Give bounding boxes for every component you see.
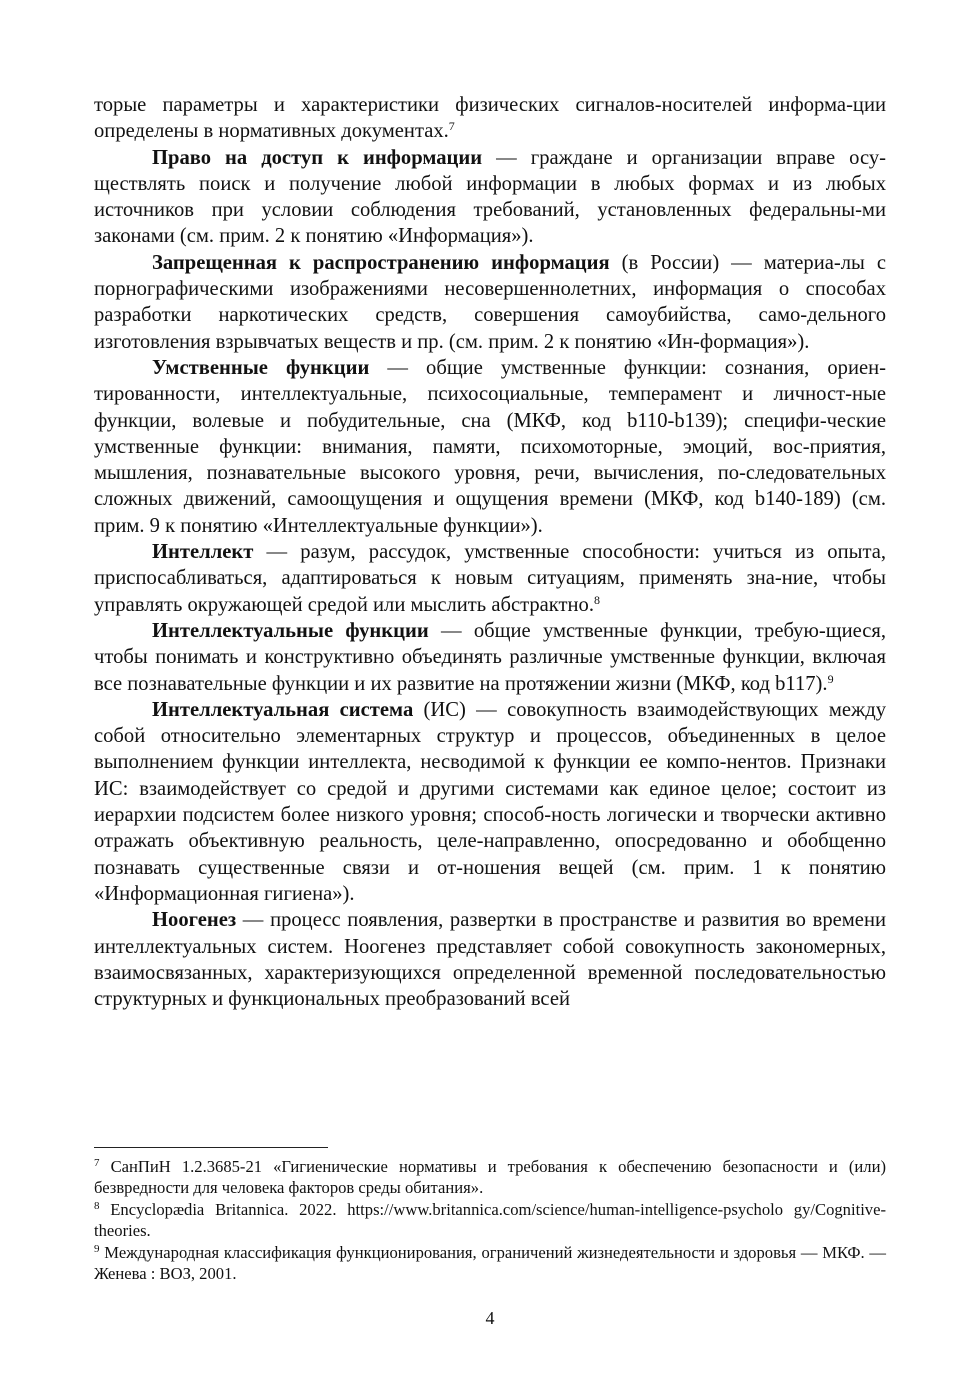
page-body bbox=[94, 92, 886, 1012]
entry-definition: (в России) — материа-лы с порнографическими изображениями несовершеннолетних, информация о способах разработки наркотических средств, совершения самоубийства, само-дельного изготовления взрывчатых веществ и пр. (см. прим. 2 к понятию «Ин-формация»). bbox=[94, 251, 887, 353]
entry-term: Право на доступ к информации bbox=[152, 146, 483, 169]
entry-term: Интеллектуальная система bbox=[152, 698, 414, 721]
entry-intellectual-functions bbox=[94, 618, 886, 697]
footnote-number: 9 bbox=[94, 1242, 100, 1255]
page-number: 4 bbox=[485, 1308, 495, 1328]
footnote-number: 8 bbox=[94, 1199, 100, 1212]
footnote-7 bbox=[94, 1156, 886, 1199]
entry-term: Умственные функции bbox=[152, 356, 370, 379]
entry-definition: — общие умственные функции, требую-щиеся, чтобы понимать и конструктивно объединять различные умственные функции, включая все познавательные функции и их развитие на протяжении жизни (МКФ, код b117). bbox=[94, 619, 887, 695]
footnote-number: 7 bbox=[94, 1157, 100, 1169]
entry-definition: — разум, рассудок, умственные способности: учиться из опыта, приспосабливаться, адаптироваться к новым ситуациям, применять зна-ние, чтобы управлять окружающей средой или мыслить абстрактно. bbox=[94, 541, 886, 616]
entry-definition: — общие умственные функции: сознания, ориен-тированности, интеллектуальные, психосоциальные, темперамент и личност-ные функции, волевые и побудительные, сна (МКФ, код b110-b139); специфи-ческие умственные функции: внимания, памяти, психомоторные, эмоций, вос-приятия, мышления, познавательные высокого уровня, речи, вычисления, по-следовательных сложных движений, самоощущения и ощущения времени (МКФ, код b140-189) (см. прим. 9 к понятию «Интеллектуальные функции»). bbox=[94, 356, 886, 537]
entry-term: Ноогенез bbox=[152, 909, 237, 932]
entry-term: Интеллект bbox=[152, 541, 254, 564]
entry-access-right bbox=[94, 145, 886, 250]
entry-intellectual-system bbox=[94, 697, 886, 907]
entry-term: Запрещенная к распространению информация bbox=[152, 251, 610, 274]
entry-mental-functions bbox=[94, 355, 886, 539]
footnote-ref-9[interactable]: 9 bbox=[827, 671, 834, 686]
footnote-text: Международная классификация функционирования, ограничений жизнедеятельности и здоровья — МКФ. — Женева : ВОЗ, 2001. bbox=[94, 1242, 886, 1284]
footnote-text: СанПиН 1.2.3685-21 «Гигиенические нормативы и требования к обеспечению безопасности и (или) безвредности для человека факторов среды обитания». bbox=[94, 1157, 886, 1198]
footnote-divider bbox=[94, 1147, 328, 1148]
entry-definition: — граждане и организации вправе осу-ществлять поиск и получение любой информации в любых формах и из любых источников при условии соблюдения требований, установленных федеральны-ми законами (см. прим. 2 к понятию «Информация»). bbox=[94, 146, 887, 248]
entry-noogenesis bbox=[94, 907, 886, 1012]
footnotes-section bbox=[94, 1147, 886, 1284]
entry-prohibited-info bbox=[94, 250, 886, 355]
entry-definition: — процесс появления, развертки в пространстве и развития во времени интеллектуальных систем. Ноогенез представляет собой совокупность закономерных, взаимосвязанных, характеризующихся определенной временной последовательностью структурных и функциональных преобразований всей bbox=[94, 909, 886, 1011]
footnote-9 bbox=[94, 1242, 886, 1285]
entry-intellect bbox=[94, 539, 886, 618]
continuation-text: торые параметры и характеристики физических сигналов-носителей информа-ции определены в нормативных документах. bbox=[94, 94, 886, 143]
footnote-text[interactable]: Encyclopædia Britannica. 2022. https://www.britannica.com/science/human-intelligence-psycholo gy/Cognitive-theories. bbox=[94, 1199, 886, 1241]
footnote-ref-7[interactable]: 7 bbox=[448, 119, 455, 134]
entry-definition: (ИС) — совокупность взаимодействующих между собой относительно элементарных структур и процессов, объединенных в целое выполнением функции интеллекта, несводимой к функции ее компо-нентов. Признаки ИС: взаимодействует со средой и другими системами как единое целое; состоит из иерархии подсистем более низкого уровня; способ-ность логически и творчески активно отражать объективную реальность, целе-направленно, опосредованно и обобщенно познавать существенные связи и от-ношения вещей (см. прим. 1 к понятию «Информационная гигиена»). bbox=[94, 698, 886, 905]
footnote-ref-8[interactable]: 8 bbox=[593, 592, 600, 607]
footnote-8 bbox=[94, 1199, 886, 1242]
entry-term: Интеллектуальные функции bbox=[152, 619, 429, 642]
continuation-paragraph bbox=[94, 92, 886, 145]
